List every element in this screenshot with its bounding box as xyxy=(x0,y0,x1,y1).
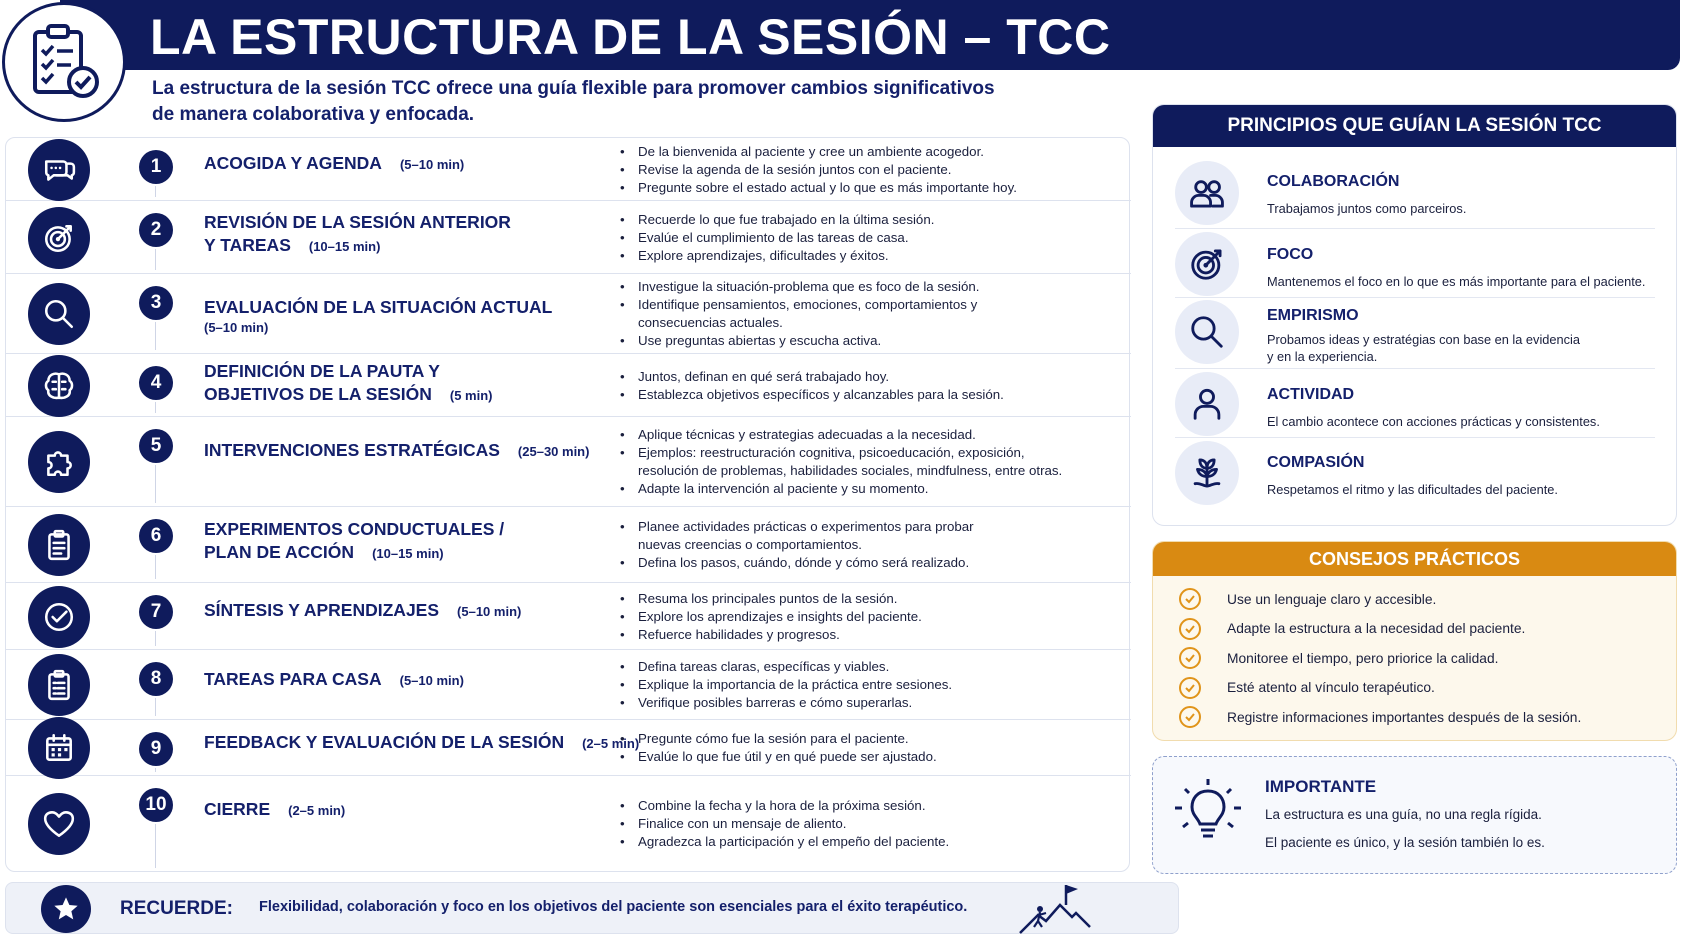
consejo-text: Registre informaciones importantes después de la sesión. xyxy=(1227,709,1582,725)
bullet-item: • Explore los aprendizajes e insights del paciente. xyxy=(618,608,1118,626)
consejos-heading: CONSEJOS PRÁCTICOS xyxy=(1153,542,1676,576)
calendar-icon xyxy=(28,717,90,779)
importante-box xyxy=(1152,756,1677,874)
step-duration: (2–5 min) xyxy=(288,803,346,818)
bullet-item: • Explore aprendizajes, dificultades y éxitos. xyxy=(618,247,1118,265)
step-number: 9 xyxy=(139,732,173,766)
step-duration: (2–5 min) xyxy=(582,736,640,751)
principle-title: COMPASIÓN xyxy=(1267,454,1365,471)
bullet-item: • Verifique posibles barreras e cómo superarlas. xyxy=(618,694,1118,712)
consejo-text: Esté atento al vínculo terapéutico. xyxy=(1227,680,1435,695)
importante-line-2: El paciente es único, y la sesión también lo es. xyxy=(1265,835,1545,850)
step-connector xyxy=(155,322,156,350)
principle-item xyxy=(1175,157,1655,229)
steps-panel xyxy=(5,137,1130,872)
step-number: 10 xyxy=(139,788,173,822)
bullet-item: • Investigue la situación-problema que es foco de la sesión. xyxy=(618,278,1118,296)
step-row xyxy=(6,274,1131,354)
consejo-text: Use un lenguaje claro y accesible. xyxy=(1227,591,1437,607)
bullet-item: • Finalice con un mensaje de aliento. xyxy=(618,815,1118,833)
step-title: DEFINICIÓN DE LA PAUTA Y OBJETIVOS DE LA SESIÓN (5 min) xyxy=(204,361,493,404)
bullet-item: • Planee actividades prácticas o experimentos para probar xyxy=(618,518,1118,536)
bullet-item: • Establezca objetivos específicos y alcanzables para la sesión. xyxy=(618,386,1118,404)
step-duration: (5–10 min) xyxy=(204,320,269,335)
step-duration: (10–15 min) xyxy=(308,239,381,254)
target-icon xyxy=(1175,232,1239,296)
consejos-panel xyxy=(1152,541,1677,741)
step-connector xyxy=(155,768,156,772)
consejo-item xyxy=(1179,647,1498,669)
principle-title: ACTIVIDAD xyxy=(1267,386,1355,403)
principles-heading: PRINCIPIOS QUE GUÍAN LA SESIÓN TCC xyxy=(1153,105,1676,147)
principle-title: FOCO xyxy=(1267,246,1314,263)
subtitle: La estructura de la sesión TCC ofrece una guía flexible para promover cambios significativos de manera colaborativa y enfocada. xyxy=(152,78,995,125)
bullet-item: • Resuma los principales puntos de la sesión. xyxy=(618,590,1118,608)
consejo-text: Monitoree el tiempo, pero priorice la calidad. xyxy=(1227,650,1499,666)
step-row xyxy=(6,720,1131,776)
step-duration: (5–10 min) xyxy=(457,604,522,619)
bullet-item: • Pregunte cómo fue la sesión para el paciente. xyxy=(618,730,1118,748)
bullet-item: • Adapte la intervención al paciente y su momento. xyxy=(618,480,1118,498)
step-bullets xyxy=(618,730,1118,766)
step-duration: (5–10 min) xyxy=(399,157,465,172)
step-row xyxy=(6,583,1131,650)
step-row xyxy=(6,354,1131,417)
step-title: INTERVENCIONES ESTRATÉGICAS (25–30 min) xyxy=(204,440,590,460)
step-connector xyxy=(155,186,156,197)
step-duration: (10–15 min) xyxy=(372,546,444,561)
step-number: 5 xyxy=(139,429,173,463)
step-row xyxy=(6,201,1131,274)
step-bullets xyxy=(618,426,1118,498)
step-connector xyxy=(155,698,156,716)
step-row xyxy=(6,650,1131,720)
step-connector xyxy=(155,555,156,579)
recuerde-bar xyxy=(5,882,1179,934)
step-duration: (25–30 min) xyxy=(517,444,590,459)
step-duration: (5–10 min) xyxy=(399,673,464,688)
check-circle-icon xyxy=(1179,647,1201,669)
step-bullets xyxy=(618,143,1118,197)
step-number: 8 xyxy=(139,662,173,696)
principle-item xyxy=(1175,295,1655,369)
plant-hand-icon xyxy=(1175,441,1239,505)
principle-description: Mantenemos el foco en lo que es más importante para el paciente. xyxy=(1267,274,1646,289)
step-title: SÍNTESIS Y APRENDIZAJES (5–10 min) xyxy=(204,600,522,620)
bullet-item: • Aplique técnicas y estrategias adecuadas a la necesidad. xyxy=(618,426,1118,444)
importante-line-1: La estructura es una guía, no una regla rígida. xyxy=(1265,807,1542,822)
bullet-item: consecuencias actuales. xyxy=(638,315,783,330)
mountain-flag-icon xyxy=(1016,883,1096,935)
principle-title: EMPIRISMO xyxy=(1267,307,1359,324)
step-duration: (5 min) xyxy=(449,388,493,403)
brain-icon xyxy=(28,355,90,417)
bullet-item: • Evalúe el cumplimiento de las tareas de casa. xyxy=(618,229,1118,247)
step-bullets xyxy=(618,658,1118,712)
step-title: TAREAS PARA CASA (5–10 min) xyxy=(204,669,464,689)
step-connector xyxy=(155,249,156,270)
check-circle-icon xyxy=(28,586,90,648)
step-bullets xyxy=(618,590,1118,644)
principle-title: COLABORACIÓN xyxy=(1267,173,1400,190)
step-number: 3 xyxy=(139,286,173,320)
bullet-item: • Refuerce habilidades y progresos. xyxy=(618,626,1118,644)
principle-item xyxy=(1175,370,1655,438)
step-title: REVISIÓN DE LA SESIÓN ANTERIOR Y TAREAS (10–15 min) xyxy=(204,212,511,255)
bullet-item: • Identifique pensamientos, emociones, comportamientos y xyxy=(618,296,1118,314)
step-title: EXPERIMENTOS CONDUCTUALES / PLAN DE ACCIÓN (10–15 min) xyxy=(204,519,505,562)
step-connector xyxy=(155,631,156,646)
importante-title: IMPORTANTE xyxy=(1265,777,1377,796)
bullet-item: • Agradezca la participación y el empeño del paciente. xyxy=(618,833,1118,851)
page-title: LA ESTRUCTURA DE LA SESIÓN – TCC xyxy=(150,9,1111,65)
bullet-item: resolución de problemas, habilidades sociales, mindfulness, entre otras. xyxy=(638,463,1063,478)
step-title: FEEDBACK Y EVALUACIÓN DE LA SESIÓN (2–5 min) xyxy=(204,732,640,752)
consejo-text: Adapte la estructura a la necesidad del paciente. xyxy=(1227,621,1526,636)
recuerde-label: RECUERDE: xyxy=(120,898,233,919)
step-row xyxy=(6,507,1131,583)
step-connector xyxy=(155,824,156,868)
check-circle-icon xyxy=(1179,588,1201,610)
step-row xyxy=(6,776,1131,872)
principle-description: Probamos ideas y estratégias con base en la evidencia y en la experiencia. xyxy=(1267,332,1580,364)
check-circle-icon xyxy=(1179,677,1201,699)
step-number: 4 xyxy=(139,366,173,400)
bullet-item: • Evalúe lo que fue útil y en qué puede ser ajustado. xyxy=(618,748,1118,766)
principle-item xyxy=(1175,230,1655,298)
bullet-item: • Juntos, definan en qué será trabajado hoy. xyxy=(618,368,1118,386)
bullet-item: • Combine la fecha y la hora de la próxima sesión. xyxy=(618,797,1118,815)
step-number: 6 xyxy=(139,519,173,553)
step-number: 7 xyxy=(139,595,173,629)
chat-bubbles-icon xyxy=(28,139,90,201)
check-circle-icon xyxy=(1179,618,1201,640)
bullet-item: • Pregunte sobre el estado actual y lo que es más importante hoy. xyxy=(618,179,1118,197)
bullet-item: • Ejemplos: reestructuración cognitiva, psicoeducación, exposición, xyxy=(618,444,1118,462)
step-number: 2 xyxy=(139,213,173,247)
step-connector xyxy=(155,465,156,503)
bullet-item: • Revise la agenda de la sesión juntos con el paciente. xyxy=(618,161,1118,179)
step-bullets xyxy=(618,278,1118,350)
step-title: CIERRE (2–5 min) xyxy=(204,799,346,819)
bullet-item: • Explique la importancia de la práctica entre sesiones. xyxy=(618,676,1118,694)
step-connector xyxy=(155,402,156,413)
consejo-item xyxy=(1179,677,1435,699)
step-title: EVALUACIÓN DE LA SITUACIÓN ACTUAL (5–10 min) xyxy=(204,297,553,335)
star-icon xyxy=(41,885,91,933)
bullet-item: • De la bienvenida al paciente y cree un ambiente acogedor. xyxy=(618,143,1118,161)
step-bullets xyxy=(618,368,1118,404)
person-icon xyxy=(1175,372,1239,436)
bullet-item: • Defina tareas claras, específicas y viables. xyxy=(618,658,1118,676)
step-title: ACOGIDA Y AGENDA (5–10 min) xyxy=(204,153,465,173)
bullet-item: • Use preguntas abiertas y escucha activa. xyxy=(618,332,1118,350)
bullet-item: • Defina los pasos, cuándo, dónde y cómo será realizado. xyxy=(618,554,1118,572)
people-icon xyxy=(1175,161,1239,225)
step-bullets xyxy=(618,797,1118,851)
principle-description: Respetamos el ritmo y las dificultades del paciente. xyxy=(1267,482,1558,497)
target-icon xyxy=(28,207,90,269)
clipboard-icon xyxy=(28,654,90,716)
lightbulb-icon xyxy=(1173,777,1243,847)
puzzle-icon xyxy=(28,431,90,493)
principle-description: El cambio acontece con acciones prácticas y consistentes. xyxy=(1267,414,1600,429)
magnifier-icon xyxy=(28,283,90,345)
step-row xyxy=(6,138,1131,201)
check-circle-icon xyxy=(1179,706,1201,728)
clipboard-check-icon xyxy=(2,2,126,122)
consejo-item xyxy=(1179,618,1525,640)
step-row xyxy=(6,417,1131,507)
step-number: 1 xyxy=(139,150,173,184)
principles-panel xyxy=(1152,104,1677,526)
step-bullets xyxy=(618,518,1118,572)
recuerde-text: Flexibilidad, colaboración y foco en los objetivos del paciente son esenciales para el éxito terapéutico. xyxy=(259,899,968,915)
bullet-item: nuevas creencias o comportamientos. xyxy=(638,537,862,552)
magnifier-icon xyxy=(1175,300,1239,364)
principle-description: Trabajamos juntos como parceiros. xyxy=(1267,201,1467,216)
heart-icon xyxy=(28,793,90,855)
step-bullets xyxy=(618,211,1118,265)
principle-item xyxy=(1175,438,1655,508)
bullet-item: • Recuerde lo que fue trabajado en la última sesión. xyxy=(618,211,1118,229)
consejo-item xyxy=(1179,706,1581,728)
consejo-item xyxy=(1179,588,1436,610)
clipboard-list-icon xyxy=(28,514,90,576)
